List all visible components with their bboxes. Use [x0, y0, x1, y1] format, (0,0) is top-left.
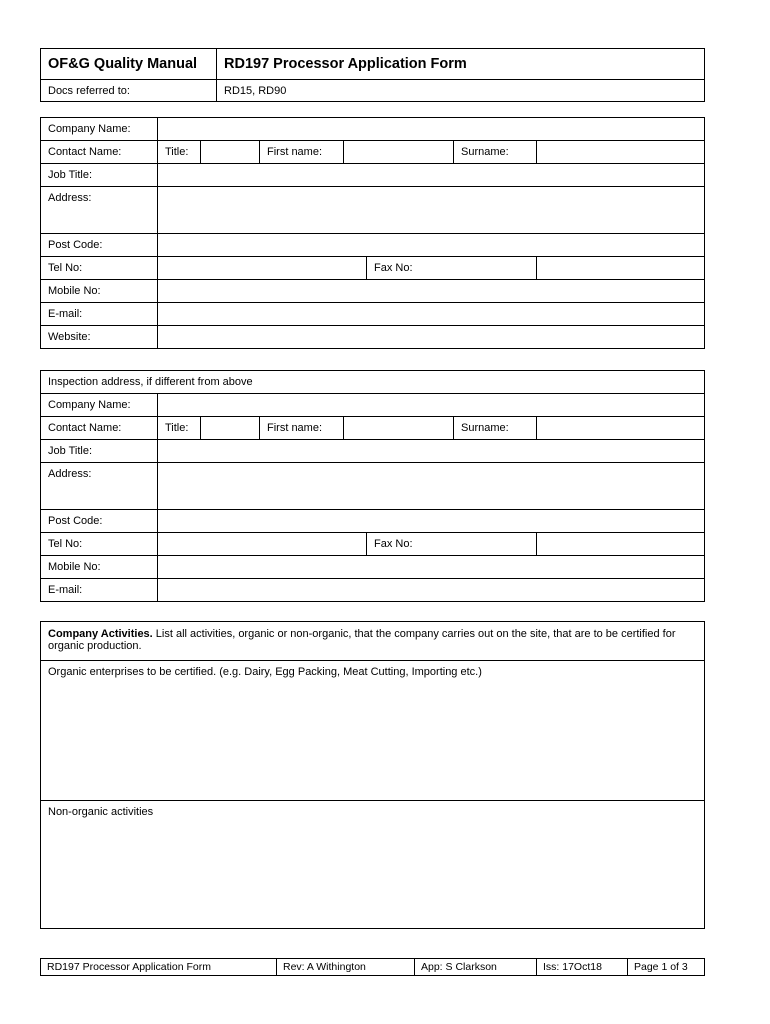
- fax-no-label: Fax No:: [367, 257, 537, 280]
- inspection-post-code-field[interactable]: [158, 510, 705, 533]
- mobile-no-field[interactable]: [158, 280, 705, 303]
- inspection-company-name-field[interactable]: [158, 394, 705, 417]
- inspection-job-title-label: Job Title:: [41, 440, 158, 463]
- header-table: [40, 48, 705, 102]
- inspection-fax-no-label: Fax No:: [367, 533, 537, 556]
- inspection-fax-no-field[interactable]: [537, 533, 705, 556]
- company-name-label: Company Name:: [41, 118, 158, 141]
- inspection-address-label: Address:: [41, 463, 158, 510]
- company-activities-table: [40, 621, 705, 929]
- manual-title: OF&G Quality Manual: [41, 49, 217, 80]
- job-title-label: Job Title:: [41, 164, 158, 187]
- post-code-label: Post Code:: [41, 234, 158, 257]
- footer-page: Page 1 of 3: [628, 959, 705, 976]
- docs-value: RD15, RD90: [217, 80, 705, 102]
- fax-no-field[interactable]: [537, 257, 705, 280]
- inspection-surname-label: Surname:: [454, 417, 537, 440]
- inspection-contact-name-label: Contact Name:: [41, 417, 158, 440]
- inspection-tel-no-field[interactable]: [158, 533, 367, 556]
- organic-enterprises-label: Organic enterprises to be certified. (e.g. Dairy, Egg Packing, Meat Cutting, Importing etc.): [48, 666, 482, 678]
- website-field[interactable]: [158, 326, 705, 349]
- inspection-email-field[interactable]: [158, 579, 705, 602]
- inspection-address-table: [40, 370, 705, 602]
- inspection-title-field[interactable]: [201, 417, 260, 440]
- surname-label: Surname:: [454, 141, 537, 164]
- footer-iss: Iss: 17Oct18: [537, 959, 628, 976]
- inspection-mobile-no-field[interactable]: [158, 556, 705, 579]
- inspection-email-label: E-mail:: [41, 579, 158, 602]
- activities-heading-bold: Company Activities.: [48, 628, 153, 640]
- mobile-no-label: Mobile No:: [41, 280, 158, 303]
- website-label: Website:: [41, 326, 158, 349]
- tel-no-field[interactable]: [158, 257, 367, 280]
- docs-label: Docs referred to:: [41, 80, 217, 102]
- inspection-heading: Inspection address, if different from above: [41, 371, 705, 394]
- activities-heading-text: List all activities, organic or non-organic, that the company carries out on the site, that are to be certified for organic production.: [48, 628, 676, 652]
- inspection-tel-no-label: Tel No:: [41, 533, 158, 556]
- surname-field[interactable]: [537, 141, 705, 164]
- first-name-label: First name:: [260, 141, 344, 164]
- company-details-table: [40, 117, 705, 349]
- inspection-company-name-label: Company Name:: [41, 394, 158, 417]
- title-field[interactable]: [201, 141, 260, 164]
- organic-enterprises-field[interactable]: [41, 661, 705, 801]
- inspection-address-field[interactable]: [158, 463, 705, 510]
- footer-form: RD197 Processor Application Form: [41, 959, 277, 976]
- inspection-first-name-field[interactable]: [344, 417, 454, 440]
- inspection-surname-field[interactable]: [537, 417, 705, 440]
- non-organic-activities-label: Non-organic activities: [48, 806, 154, 818]
- footer-table: [40, 958, 705, 976]
- first-name-field[interactable]: [344, 141, 454, 164]
- footer-app: App: S Clarkson: [415, 959, 537, 976]
- inspection-job-title-field[interactable]: [158, 440, 705, 463]
- address-label: Address:: [41, 187, 158, 234]
- inspection-mobile-no-label: Mobile No:: [41, 556, 158, 579]
- post-code-field[interactable]: [158, 234, 705, 257]
- job-title-field[interactable]: [158, 164, 705, 187]
- address-field[interactable]: [158, 187, 705, 234]
- email-field[interactable]: [158, 303, 705, 326]
- title-label: Title:: [158, 141, 201, 164]
- inspection-first-name-label: First name:: [260, 417, 344, 440]
- contact-name-label: Contact Name:: [41, 141, 158, 164]
- footer-rev: Rev: A Withington: [277, 959, 415, 976]
- company-name-field[interactable]: [158, 118, 705, 141]
- inspection-title-label: Title:: [158, 417, 201, 440]
- email-label: E-mail:: [41, 303, 158, 326]
- tel-no-label: Tel No:: [41, 257, 158, 280]
- non-organic-activities-field[interactable]: [41, 801, 705, 929]
- form-title: RD197 Processor Application Form: [217, 49, 705, 80]
- activities-heading: [41, 622, 705, 661]
- inspection-post-code-label: Post Code:: [41, 510, 158, 533]
